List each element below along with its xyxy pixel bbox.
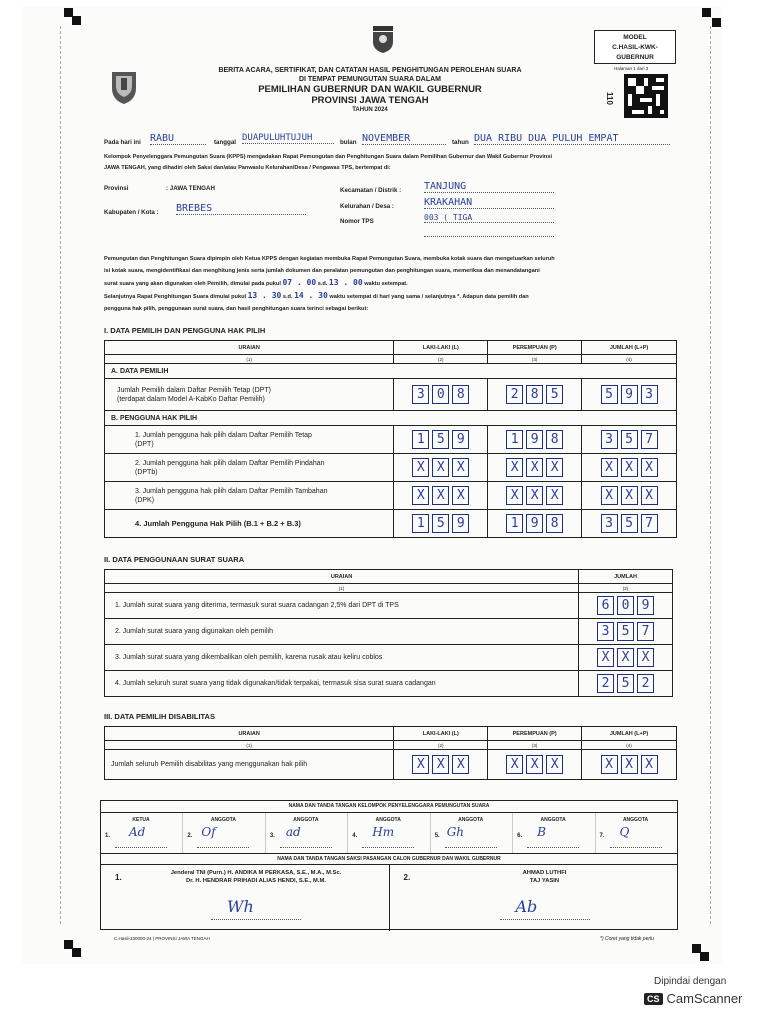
kpps-role: ANGGOTA bbox=[540, 817, 566, 823]
corner-marker bbox=[72, 16, 81, 25]
kpu-logo bbox=[370, 24, 396, 54]
digit-box[interactable]: X bbox=[617, 648, 634, 667]
col-number: (2) bbox=[394, 355, 488, 364]
digit-box[interactable]: X bbox=[452, 486, 469, 505]
digit-box[interactable]: 9 bbox=[452, 514, 469, 533]
digit-box[interactable]: X bbox=[526, 755, 543, 774]
camscanner-watermark bbox=[644, 976, 754, 1014]
row-label: 4. Jumlah seluruh surat suara yang tidak digunakan/tidak terpakai, termasuk sisa surat suara cadangan bbox=[105, 671, 579, 697]
section-b-title: B. PENGGUNA HAK PILIH bbox=[105, 411, 677, 426]
signature-mark: Of bbox=[201, 825, 216, 839]
row-label bbox=[105, 482, 394, 510]
row-label: 1. Jumlah surat suara yang diterima, termasuk surat suara cadangan 2,5% dari DPT di TPS bbox=[105, 593, 579, 619]
start-time: 07 . 00 bbox=[282, 278, 317, 287]
month-label: bulan bbox=[340, 139, 357, 146]
digit-box[interactable]: X bbox=[621, 458, 638, 477]
row-label-line: (DPK) bbox=[135, 496, 155, 504]
saksi-number: 1. bbox=[115, 873, 122, 882]
model-box bbox=[594, 30, 676, 64]
row-label-line: 2. Jumlah pengguna hak pilih dalam Daftar Pemilih Pindahan bbox=[135, 459, 325, 467]
digit-box[interactable]: 9 bbox=[637, 596, 654, 615]
col-number: (4) bbox=[582, 741, 677, 750]
col-jumlah: JUMLAH (L+P) bbox=[582, 727, 677, 741]
col-number: (1) bbox=[105, 741, 394, 750]
kpps-signature-slot bbox=[101, 813, 183, 853]
col-jumlah: JUMLAH bbox=[579, 570, 673, 584]
kpps-number: 5. bbox=[434, 833, 440, 839]
row-label bbox=[105, 454, 394, 482]
digit-box[interactable]: X bbox=[601, 486, 618, 505]
row-label bbox=[105, 426, 394, 454]
title-line-3: PEMILIHAN GUBERNUR DAN WAKIL GUBERNUR bbox=[258, 84, 482, 95]
digit-box[interactable]: X bbox=[452, 458, 469, 477]
kabupaten-label: Kabupaten / Kota : bbox=[104, 209, 159, 216]
model-line: MODEL bbox=[623, 34, 647, 41]
jumlah-cell bbox=[582, 426, 677, 454]
digit-box[interactable]: 2 bbox=[637, 674, 654, 693]
jumlah-cell bbox=[579, 645, 673, 671]
laki-cell bbox=[394, 426, 488, 454]
table-row bbox=[105, 454, 677, 482]
intro-line-1: Kelompok Penyelenggara Pemungutan Suara (KPPS) mengadakan Rapat Pemungutan dan Penghitungan Suara dalam Pemilihan Gubernur dan Wakil Gubernur Provinsi bbox=[104, 154, 552, 160]
meeting-line-1: Pemungutan dan Penghitungan Suara dipimpin oleh Ketua KPPS dengan kegiatan membuka Rapat Pemungutan Suara, membuka kotak suara dan mengeluarkan seluruh bbox=[104, 256, 555, 262]
signature-line bbox=[115, 847, 167, 848]
digit-box[interactable]: X bbox=[641, 755, 658, 774]
saksi-name-line: Dr. H. HENDRAR PRIHADI ALIAS HENDI, S.E., M.M. bbox=[186, 878, 326, 884]
signature-line bbox=[211, 919, 301, 920]
digit-box[interactable]: X bbox=[621, 486, 638, 505]
kpps-signature-slot bbox=[348, 813, 430, 853]
laki-cell bbox=[394, 379, 488, 411]
model-line: C.HASIL-KWK- bbox=[612, 44, 658, 51]
perempuan-cell bbox=[488, 454, 582, 482]
digit-box[interactable]: X bbox=[601, 458, 618, 477]
meeting-line-4 bbox=[104, 290, 684, 303]
digit-box[interactable]: X bbox=[637, 648, 654, 667]
laki-cell bbox=[394, 482, 488, 510]
digit-box[interactable]: X bbox=[432, 458, 449, 477]
saksi-slot bbox=[390, 865, 678, 931]
signature-line bbox=[445, 847, 497, 848]
signature-mark: Hm bbox=[372, 825, 395, 839]
saksi-signature-title: NAMA DAN TANDA TANGAN SAKSI PASANGAN CALON GUBERNUR DAN WAKIL GUBERNUR bbox=[101, 854, 677, 865]
digit-box[interactable]: 8 bbox=[546, 430, 563, 449]
digit-box[interactable]: 7 bbox=[641, 430, 658, 449]
digit-box[interactable]: 5 bbox=[617, 674, 634, 693]
count-end: 14 . 30 bbox=[294, 291, 328, 300]
saksi-name-line: Jenderal TNI (Purn.) H. ANDIKA M PERKASA, S.E., M.A., M.Sc. bbox=[170, 870, 342, 876]
signature-mark: ad bbox=[285, 825, 301, 839]
table-row bbox=[105, 593, 673, 619]
digit-box[interactable]: X bbox=[621, 755, 638, 774]
kpps-number: 4. bbox=[352, 833, 358, 839]
jumlah-cell bbox=[582, 482, 677, 510]
kabupaten-value: BREBES bbox=[176, 203, 306, 215]
saksi-name bbox=[430, 869, 660, 885]
perempuan-cell bbox=[488, 750, 582, 780]
signature-mark: Wh bbox=[227, 897, 254, 916]
col-perempuan: PEREMPUAN (P) bbox=[488, 341, 582, 355]
digit-box[interactable]: 9 bbox=[526, 430, 543, 449]
col-uraian: URAIAN bbox=[105, 727, 394, 741]
kpps-signature-slot bbox=[266, 813, 348, 853]
kpps-signature-slot bbox=[183, 813, 265, 853]
model-line: GUBERNUR bbox=[616, 54, 654, 61]
meeting-text: waktu setempat di hari yang sama / selanjutnya *. Adapun data pemilih dan bbox=[329, 294, 529, 300]
date-label: tanggal bbox=[214, 139, 237, 146]
saksi-number: 2. bbox=[403, 873, 411, 882]
saksi-signature-row bbox=[101, 865, 677, 931]
digit-box[interactable]: 0 bbox=[617, 596, 634, 615]
table-row bbox=[105, 619, 673, 645]
digit-box[interactable]: 0 bbox=[432, 385, 449, 404]
table-row bbox=[105, 379, 677, 411]
table-row bbox=[105, 426, 677, 454]
digit-box[interactable]: 3 bbox=[597, 622, 614, 641]
scanner-line-2 bbox=[644, 991, 754, 1006]
kpps-number: 6. bbox=[517, 833, 523, 839]
digit-box[interactable]: X bbox=[506, 458, 523, 477]
kpps-number: 3. bbox=[269, 833, 275, 839]
date-value: DUAPULUHTUJUH bbox=[242, 133, 334, 144]
digit-box[interactable]: X bbox=[546, 458, 563, 477]
kpps-role: ANGGOTA bbox=[293, 817, 319, 823]
digit-box[interactable]: 5 bbox=[621, 514, 638, 533]
digit-box[interactable]: 7 bbox=[637, 622, 654, 641]
signature-line bbox=[527, 847, 579, 848]
count-start: 13 . 30 bbox=[247, 291, 282, 300]
digit-box[interactable]: X bbox=[432, 755, 449, 774]
kpps-number: 1. bbox=[105, 833, 111, 839]
col-number: (4) bbox=[582, 355, 677, 364]
kpps-number: 2. bbox=[187, 833, 193, 839]
row-label-line: 4. Jumlah Pengguna Hak Pilih (B.1 + B.2 + B.3) bbox=[135, 519, 301, 528]
corner-marker bbox=[72, 948, 81, 957]
signature-line bbox=[280, 847, 332, 848]
meeting-text: waktu setempat. bbox=[364, 281, 408, 287]
table-row bbox=[105, 671, 673, 697]
camscanner-logo-icon: CS bbox=[644, 993, 663, 1005]
left-perforation bbox=[60, 26, 61, 924]
digit-box[interactable]: 5 bbox=[617, 622, 634, 641]
intro-line-2: JAWA TENGAH, yang dihadiri oleh Saksi dan/atau Panwaslu Kelurahan/Desa / Pengawas TPS, bertempat di: bbox=[104, 165, 391, 171]
corner-marker bbox=[712, 18, 721, 27]
digit-box[interactable]: 8 bbox=[546, 514, 563, 533]
digit-box[interactable]: 9 bbox=[526, 514, 543, 533]
kpps-signature-slot bbox=[596, 813, 677, 853]
kpps-signature-slot bbox=[513, 813, 595, 853]
digit-box[interactable]: X bbox=[506, 486, 523, 505]
table-row bbox=[105, 645, 673, 671]
col-number: (3) bbox=[488, 741, 582, 750]
digit-box[interactable]: 8 bbox=[452, 385, 469, 404]
provinsi-label: Provinsi bbox=[104, 185, 129, 192]
digit-box[interactable]: X bbox=[506, 755, 523, 774]
digit-box[interactable]: 2 bbox=[506, 385, 523, 404]
signature-mark: Gh bbox=[446, 825, 465, 839]
col-number: (1) bbox=[105, 584, 579, 593]
month-value: NOVEMBER bbox=[362, 133, 446, 145]
kpps-role: ANGGOTA bbox=[375, 817, 401, 823]
meeting-text: surat suara yang akan digunakan oleh Pemilih, dimulai pada pukul bbox=[104, 281, 281, 287]
title-line-4: PROVINSI JAWA TENGAH bbox=[311, 95, 429, 106]
title-line-5: TAHUN 2024 bbox=[352, 107, 388, 113]
saksi-name bbox=[141, 869, 371, 885]
qr-code bbox=[624, 74, 668, 118]
footer-right: *) Coret yang tidak perlu bbox=[600, 936, 654, 942]
kpps-role: KETUA bbox=[132, 817, 150, 823]
perempuan-cell bbox=[488, 510, 582, 538]
col-uraian: URAIAN bbox=[105, 341, 394, 355]
kpps-role: ANGGOTA bbox=[210, 817, 237, 823]
sd-label: s.d. bbox=[317, 281, 328, 287]
signature-line bbox=[610, 847, 662, 848]
digit-box[interactable]: X bbox=[601, 755, 618, 774]
corner-marker bbox=[702, 8, 711, 17]
signature-line bbox=[362, 847, 414, 848]
col-laki: LAKI-LAKI (L) bbox=[394, 341, 488, 355]
row-label: 3. Jumlah surat suara yang dikembalikan oleh pemilih, karena rusak atau keliru coblos bbox=[105, 645, 579, 671]
right-perforation bbox=[710, 26, 711, 924]
digit-box[interactable]: 3 bbox=[641, 385, 658, 404]
digit-box[interactable]: X bbox=[641, 486, 658, 505]
digit-box[interactable]: 5 bbox=[621, 430, 638, 449]
jumlah-cell bbox=[582, 379, 677, 411]
digit-box[interactable]: X bbox=[641, 458, 658, 477]
row-label: 2. Jumlah surat suara yang digunakan oleh pemilih bbox=[105, 619, 579, 645]
day-value: RABU bbox=[150, 133, 206, 145]
kpps-number: 7. bbox=[599, 833, 605, 839]
section-1-title: I. DATA PEMILIH DAN PENGGUNA HAK PILIH bbox=[104, 326, 266, 335]
digit-box[interactable]: 8 bbox=[526, 385, 543, 404]
table-row bbox=[105, 482, 677, 510]
day-label: Pada hari ini bbox=[104, 139, 141, 146]
signature-mark: Ad bbox=[129, 825, 146, 839]
meeting-line-3 bbox=[104, 277, 684, 290]
col-uraian: URAIAN bbox=[105, 570, 579, 584]
col-number: (3) bbox=[488, 355, 582, 364]
digit-box[interactable]: X bbox=[412, 755, 429, 774]
tps-label: Nomor TPS bbox=[340, 218, 374, 225]
jumlah-cell bbox=[579, 619, 673, 645]
row-label-line: 1. Jumlah pengguna hak pilih dalam Daftar Pemilih Tetap bbox=[135, 431, 312, 439]
year-value: DUA RIBU DUA PULUH EMPAT bbox=[474, 133, 670, 145]
signature-mark: Q bbox=[619, 825, 630, 839]
digit-box[interactable]: 3 bbox=[601, 514, 618, 533]
jumlah-cell bbox=[582, 750, 677, 780]
row-label bbox=[105, 510, 394, 538]
digit-box[interactable]: 3 bbox=[412, 385, 429, 404]
laki-cell bbox=[394, 510, 488, 538]
title-line-1: BERITA ACARA, SERTIFIKAT, DAN CATATAN HASIL PENGHITUNGAN PEROLEHAN SUARA bbox=[218, 67, 522, 74]
qr-code-number: 110 bbox=[604, 92, 614, 105]
jumlah-cell bbox=[582, 510, 677, 538]
digit-box[interactable]: 7 bbox=[641, 514, 658, 533]
kpps-signature-row bbox=[101, 813, 677, 854]
sd-label: s.d. bbox=[282, 294, 293, 300]
digit-box[interactable]: 5 bbox=[546, 385, 563, 404]
section-2-title: II. DATA PENGGUNAAN SURAT SUARA bbox=[104, 555, 245, 564]
table-row bbox=[105, 510, 677, 538]
digit-box[interactable]: 5 bbox=[601, 385, 618, 404]
tps-extra-line bbox=[424, 236, 554, 237]
meeting-line-5: pengguna hak pilih, penggunaan surat suara, dan hasil penghitungan suara terinci sebagai berikut: bbox=[104, 306, 369, 312]
col-jumlah: JUMLAH (L+P) bbox=[582, 341, 677, 355]
kpps-role: ANGGOTA bbox=[622, 817, 649, 823]
signature-line bbox=[197, 847, 249, 848]
kelurahan-label: Kelurahan / Desa : bbox=[340, 203, 394, 210]
signature-line bbox=[500, 919, 590, 920]
signature-mark: B bbox=[537, 825, 546, 839]
digit-box[interactable]: 6 bbox=[597, 596, 614, 615]
page-label: Halaman 1 dari 3 bbox=[614, 66, 649, 71]
col-perempuan: PEREMPUAN (P) bbox=[488, 727, 582, 741]
corner-marker bbox=[700, 952, 709, 961]
row-label-line: (DPT) bbox=[135, 440, 154, 448]
perempuan-cell bbox=[488, 482, 582, 510]
col-number: (2) bbox=[394, 741, 488, 750]
section-a-title: A. DATA PEMILIH bbox=[105, 364, 677, 379]
row-label-line: (DPTb) bbox=[135, 468, 158, 476]
row-label bbox=[105, 379, 394, 411]
year-label: tahun bbox=[452, 139, 469, 146]
digit-box[interactable]: 1 bbox=[506, 430, 523, 449]
col-number: (2) bbox=[579, 584, 673, 593]
col-number: (1) bbox=[105, 355, 394, 364]
col-laki: LAKI-LAKI (L) bbox=[394, 727, 488, 741]
tps-value: 003 ( TIGA bbox=[424, 213, 554, 223]
row-label-line: 3. Jumlah pengguna hak pilih dalam Daftar Pemilih Tambahan bbox=[135, 487, 328, 495]
footer-left: C.Hasil-330000-24 | PROVINSI JAWA TENGAH bbox=[114, 936, 210, 941]
laki-cell bbox=[394, 750, 488, 780]
row-label-line: (terdapat dalam Model A-KabKo Daftar Pemilih) bbox=[117, 395, 265, 403]
jumlah-cell bbox=[579, 593, 673, 619]
meeting-text: Selanjutnya Rapat Penghitungan Suara dimulai pukul bbox=[104, 294, 247, 300]
digit-box[interactable]: X bbox=[412, 458, 429, 477]
jumlah-cell bbox=[579, 671, 673, 697]
meeting-paragraph bbox=[104, 253, 684, 315]
ballot-usage-table bbox=[104, 569, 673, 697]
disability-table bbox=[104, 726, 677, 780]
digit-box[interactable]: X bbox=[546, 486, 563, 505]
meeting-line-2: isi kotak suara, mengidentifikasi dan menghitung jenis serta jumlah dokumen dan peralatan pemungutan dan penghitungan suara, memeriksa dan menandatangani bbox=[104, 268, 540, 274]
saksi-name-line: AHMAD LUTHFI bbox=[522, 870, 567, 876]
section-3-title: III. DATA PEMILIH DISABILITAS bbox=[104, 712, 215, 721]
perempuan-cell bbox=[488, 426, 582, 454]
province-emblem bbox=[108, 68, 140, 106]
row-label: Jumlah seluruh Pemilih disabilitas yang menggunakan hak pilih bbox=[105, 750, 394, 780]
perempuan-cell bbox=[488, 379, 582, 411]
digit-box[interactable]: 1 bbox=[412, 430, 429, 449]
kpps-signature-title: NAMA DAN TANDA TANGAN KELOMPOK PENYELENGGARA PEMUNGUTAN SUARA bbox=[101, 801, 677, 813]
digit-box[interactable]: X bbox=[412, 486, 429, 505]
scanner-line-1: Dipindai dengan bbox=[654, 976, 727, 987]
saksi-name-line: TAJ YASIN bbox=[529, 878, 560, 884]
digit-box[interactable]: X bbox=[546, 755, 563, 774]
signature-block bbox=[100, 800, 678, 930]
digit-box[interactable]: 5 bbox=[432, 514, 449, 533]
row-label-line: Jumlah Pemilih dalam Daftar Pemilih Tetap (DPT) bbox=[117, 386, 271, 394]
form-title bbox=[150, 66, 590, 115]
saksi-slot bbox=[101, 865, 390, 931]
title-line-2: DI TEMPAT PEMUNGUTAN SUARA DALAM bbox=[298, 76, 442, 83]
digit-box[interactable]: X bbox=[526, 486, 543, 505]
digit-box[interactable]: 3 bbox=[601, 430, 618, 449]
kpps-role: ANGGOTA bbox=[458, 817, 484, 823]
table-row bbox=[105, 750, 677, 780]
scanner-brand: CamScanner bbox=[666, 991, 743, 1006]
end-time: 13 . 00 bbox=[328, 278, 363, 287]
digit-box[interactable]: X bbox=[432, 486, 449, 505]
digit-box[interactable]: X bbox=[597, 648, 614, 667]
digit-box[interactable]: 5 bbox=[432, 430, 449, 449]
signature-mark: Ab bbox=[515, 897, 538, 916]
digit-box[interactable]: X bbox=[526, 458, 543, 477]
digit-box[interactable]: 1 bbox=[506, 514, 523, 533]
kecamatan-value: TANJUNG bbox=[424, 181, 554, 193]
kpps-signature-slot bbox=[431, 813, 513, 853]
jumlah-cell bbox=[582, 454, 677, 482]
provinsi-value: : JAWA TENGAH bbox=[166, 185, 215, 192]
digit-box[interactable]: 2 bbox=[597, 674, 614, 693]
digit-box[interactable]: 9 bbox=[621, 385, 638, 404]
kelurahan-value: KRAKAHAN bbox=[424, 197, 554, 209]
digit-box[interactable]: X bbox=[452, 755, 469, 774]
voter-data-table bbox=[104, 340, 677, 538]
kecamatan-label: Kecamatan / Distrik : bbox=[340, 187, 402, 194]
laki-cell bbox=[394, 454, 488, 482]
digit-box[interactable]: 9 bbox=[452, 430, 469, 449]
digit-box[interactable]: 1 bbox=[412, 514, 429, 533]
